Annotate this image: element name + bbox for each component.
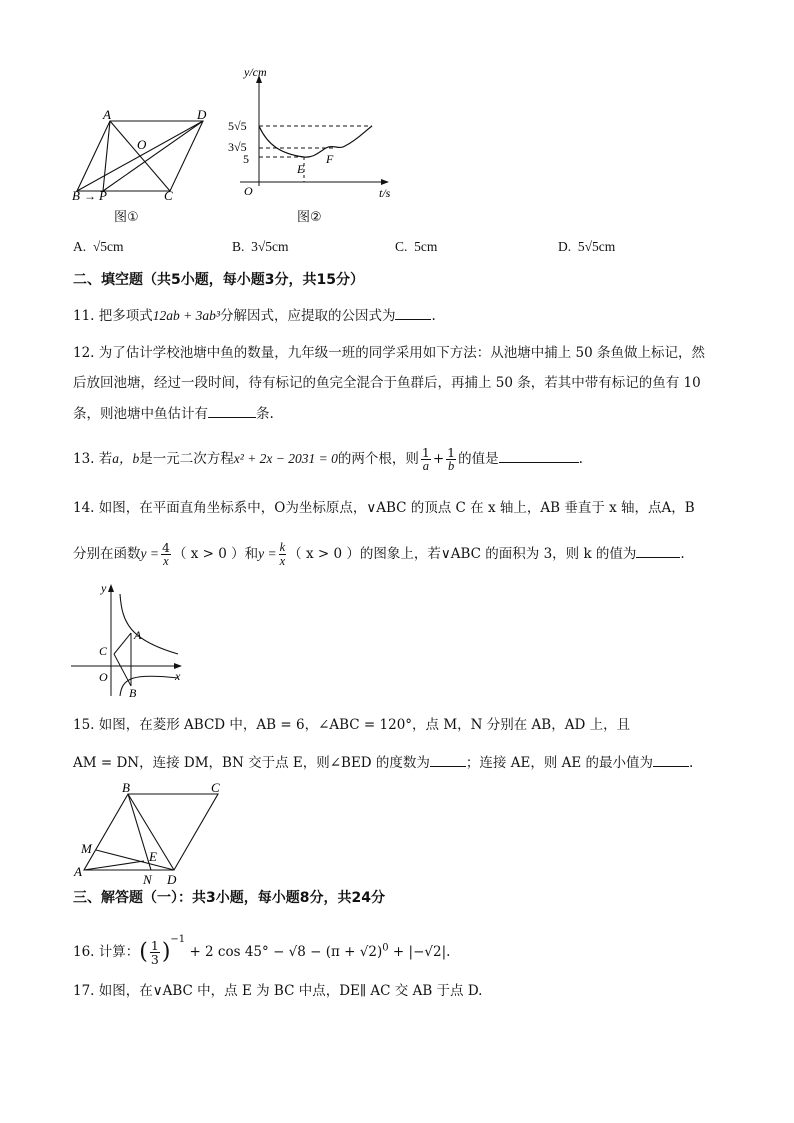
figure-q14-coordinate-plane: [68, 578, 198, 700]
tick-5: 5: [243, 152, 249, 166]
figure-2-graph: [222, 62, 402, 202]
question-11: 11. 把多项式12ab + 3ab³分解因式，应提取的公因式为 .: [73, 305, 436, 326]
point-f-label: F: [326, 152, 334, 166]
x-axis-arrow-icon: [381, 179, 389, 185]
question-12-line-3: 条，则池塘中鱼估计有 条.: [73, 403, 274, 424]
figure-q15-rhombus: [70, 780, 230, 888]
graph-curve: [259, 126, 372, 157]
label-p: P: [99, 188, 107, 202]
section-3-heading: 三、解答题（一）：共3小题，每小题8分，共24分: [73, 890, 385, 906]
question-17: 17. 如图，在∨ABC 中，点 E 为 BC 中点，DE∥ AC 交 AB 于点 D.: [73, 983, 483, 999]
answer-blank-1[interactable]: [430, 752, 466, 767]
answer-blank[interactable]: [208, 403, 256, 418]
question-15-line-2: AM = DN，连接 DM，BN 交于点 E，则∠BED 的度数为 ；连接 AE，则 AE 的最小值为 .: [73, 752, 693, 773]
point-d-label: D: [167, 872, 177, 887]
label-d: D: [197, 107, 207, 122]
tick-3root5: 3√5: [228, 140, 247, 154]
segment-cb: [114, 654, 131, 686]
segment-pa: [103, 121, 110, 191]
x-label: x: [175, 669, 181, 683]
segment-ca: [114, 633, 131, 654]
answer-blank[interactable]: [636, 543, 680, 558]
curve-4-over-x: [120, 594, 178, 654]
y-axis-arrow-icon: [108, 584, 114, 592]
x-axis-label: t/s: [379, 186, 391, 200]
origin-label: O: [244, 184, 253, 198]
question-14-line-1: 14. 如图，在平面直角坐标系中，O为坐标原点，∨ABC 的顶点 C 在 x 轴上，AB 垂直于 x 轴，点A，B: [73, 500, 695, 516]
answer-blank[interactable]: [395, 305, 431, 320]
tick-5root5: 5√5: [228, 119, 247, 133]
point-a-label: A: [74, 864, 82, 879]
question-13: 13. 若a，b是一元二次方程x² + 2x − 2031 = 0的两个根，则 $\frac{1}{a}$ + $\frac{1}{b}$ 的值是 .: [73, 445, 583, 473]
point-e-label: E: [297, 162, 305, 176]
section-2-heading: 二、填空题（共5小题，每小题3分，共15分）: [73, 272, 364, 288]
figure-2-caption: 图②: [297, 210, 322, 225]
label-c: C: [164, 188, 173, 202]
diagonal-bd: [77, 121, 203, 191]
point-c-label: C: [99, 644, 108, 658]
option-c: C. 5cm: [395, 239, 438, 254]
origin-label: O: [99, 670, 108, 684]
point-e-label: E: [149, 849, 157, 864]
segment-ae: [84, 861, 144, 870]
segment-pd: [103, 121, 203, 191]
question-12-line-1: 12. 为了估计学校池塘中鱼的数量，九年级一班的同学采用如下方法：从池塘中捕上 50 条鱼做上标记，然: [73, 345, 706, 361]
figure-1-parallelogram: [66, 102, 226, 202]
point-m-label: M: [81, 841, 92, 856]
label-o: O: [137, 137, 147, 152]
figure-1-caption: 图①: [114, 210, 139, 225]
answer-blank[interactable]: [499, 448, 579, 463]
label-a: A: [103, 107, 111, 122]
point-n-label: N: [143, 872, 152, 887]
option-b: B. 3√5cm: [232, 239, 289, 254]
point-c-label: C: [211, 780, 220, 795]
point-b-label: B: [129, 686, 137, 700]
option-a: A. √5cm: [73, 239, 124, 254]
label-b: B: [72, 188, 80, 202]
point-b-label: B: [122, 780, 130, 795]
option-d: D. 5√5cm: [558, 239, 616, 254]
question-16: 16. 计算：( $\frac{1}{3}$ )$^{-1}$ + 2 $\cos 45^\circ - √8 - (\pi + √2)^0 + |-√2|$.: [73, 934, 451, 967]
answer-blank-2[interactable]: [653, 752, 689, 767]
y-axis-label: y/cm: [244, 65, 267, 79]
question-12-line-2: 后放回池塘，经过一段时间，待有标记的鱼完全混合于鱼群后，再捕上 50 条，若其中带有标记的鱼有 10: [73, 375, 701, 391]
arrow-icon: →: [84, 189, 96, 202]
point-a-label: A: [134, 628, 142, 642]
question-15-line-1: 15. 如图，在菱形 ABCD 中，AB = 6，∠ABC = 120°，点 M，N 分别在 AB，AD 上，且: [73, 717, 631, 733]
y-label: y: [101, 581, 107, 595]
question-14-line-2: 分别在函数y = $\frac{4}{x}$ （ x > 0 ）和y = $\frac{k}{x}$ （ x > 0 ）的图象上，若∨ABC 的面积为 3，则 k 的值为 .: [73, 540, 685, 568]
